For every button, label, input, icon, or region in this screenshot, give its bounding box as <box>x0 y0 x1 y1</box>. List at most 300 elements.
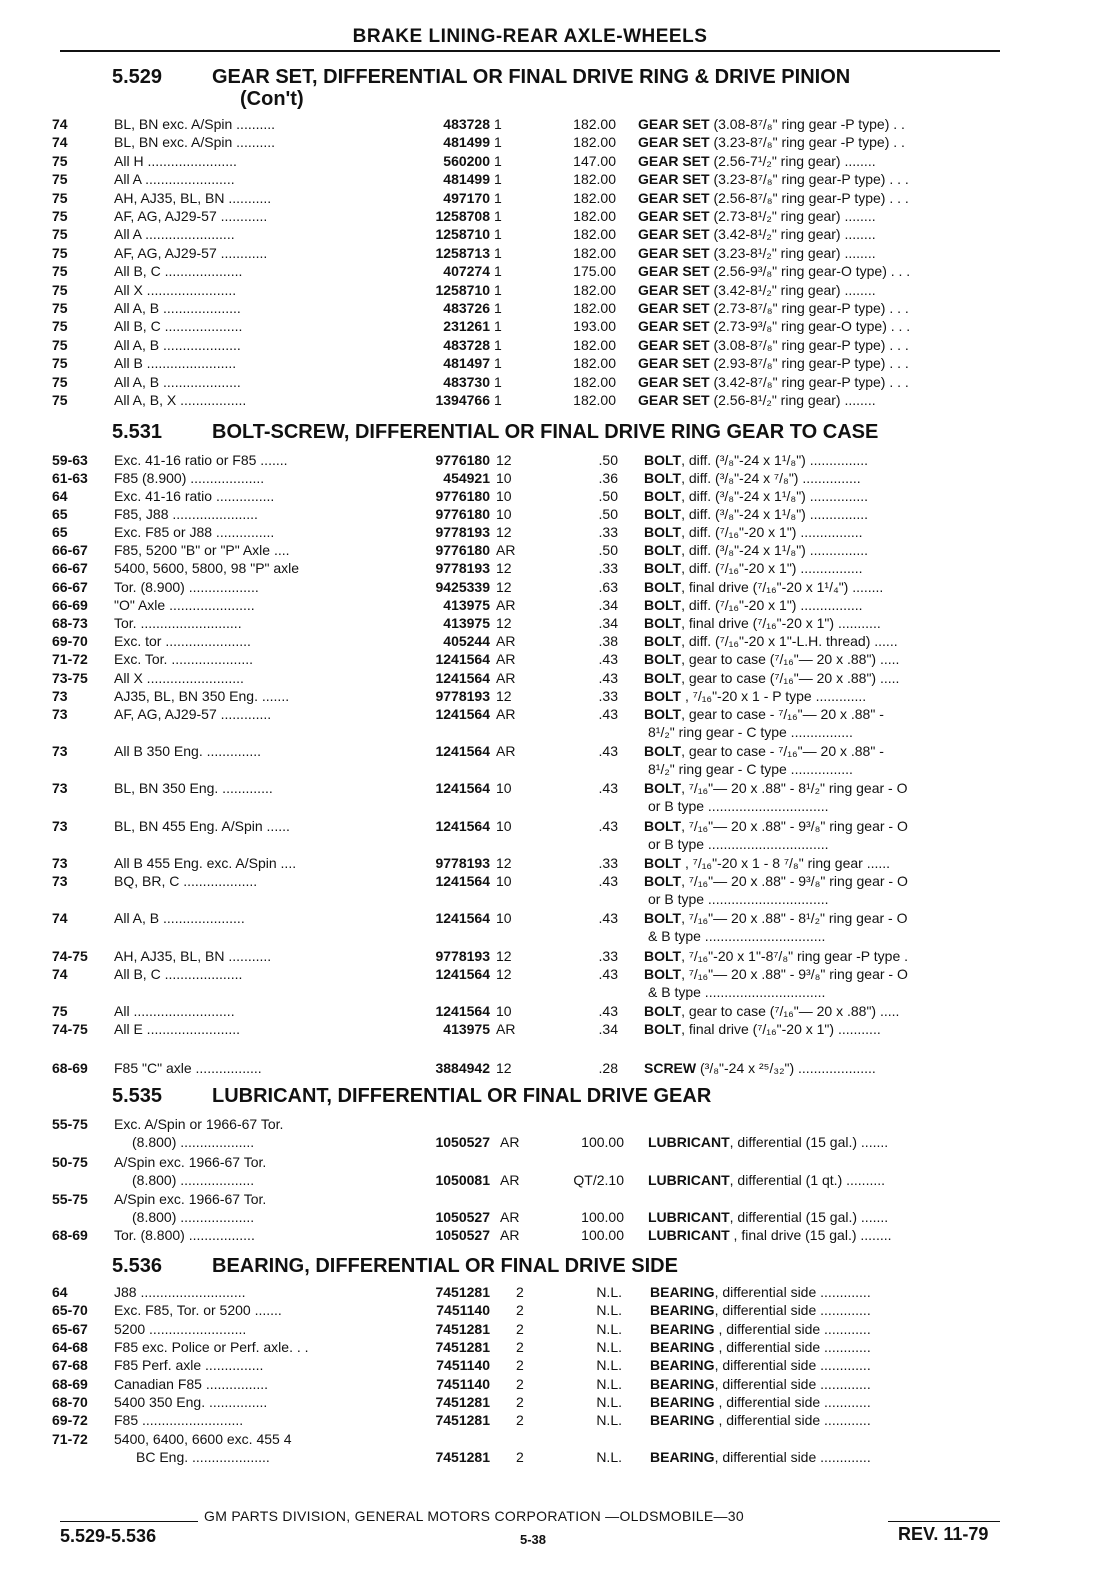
model-year: 68-69 <box>52 1060 88 1076</box>
description-detail: , differential side ............. <box>714 1302 871 1318</box>
description-detail: (3.42-8¹/₂" ring gear) ........ <box>709 281 876 298</box>
model-year: 71-72 <box>52 1431 88 1447</box>
quantity: 2 <box>516 1394 524 1410</box>
model-year: 73 <box>52 855 68 871</box>
application: AF, AG, AJ29-57 ............ <box>114 208 268 224</box>
application: 5400, 6400, 6600 exc. 455 4 <box>114 1431 292 1447</box>
description-name: BEARING <box>650 1284 715 1300</box>
quantity: 1 <box>494 263 502 280</box>
quantity: 10 <box>496 1003 512 1019</box>
description-continued: or B type ............................... <box>648 798 829 814</box>
price: .28 <box>598 1060 618 1076</box>
part-number: 9778193 <box>435 855 490 871</box>
price: .38 <box>598 633 618 649</box>
description <box>644 872 1014 890</box>
model-year: 59-63 <box>52 452 88 468</box>
description <box>638 189 1008 207</box>
description-name: BOLT <box>644 966 682 982</box>
description-name: GEAR SET <box>638 318 710 335</box>
price: .43 <box>598 818 618 834</box>
model-year: 67-68 <box>52 1357 88 1373</box>
quantity: AR <box>500 1134 520 1150</box>
description-detail: (3.42-8⁷/₈" ring gear-P type) . . . <box>709 373 909 390</box>
description <box>644 965 1014 983</box>
description-detail: (3.08-8⁷/₈" ring gear -P type) . . <box>709 116 905 132</box>
part-number: 1258710 <box>435 226 490 243</box>
quantity: 2 <box>516 1339 524 1355</box>
description-name: GEAR SET <box>638 226 710 243</box>
model-year: 74 <box>52 116 68 132</box>
description-detail: , diff. (³/₈"-24 x 1¹/₈") ............... <box>681 542 869 558</box>
description <box>644 650 1014 668</box>
part-number: 9776180 <box>435 488 490 504</box>
description-name: GEAR SET <box>638 355 710 372</box>
part-number: 481499 <box>443 171 490 188</box>
description-name: BOLT <box>644 670 682 686</box>
quantity: 2 <box>516 1284 524 1300</box>
description-name: BOLT <box>644 597 682 613</box>
part-number: 454921 <box>443 470 490 486</box>
description <box>650 1283 1020 1301</box>
price: .33 <box>598 855 618 871</box>
description-name: GEAR SET <box>638 392 710 408</box>
description-detail: , differential (15 gal.) ....... <box>729 1209 889 1225</box>
description <box>644 687 1014 705</box>
part-number: 1050527 <box>435 1227 490 1243</box>
section-number: 5.529 <box>112 66 163 88</box>
part-number: 231261 <box>443 318 490 335</box>
description-name: BOLT <box>644 818 682 834</box>
price: 182.00 <box>573 189 616 206</box>
description-name: BOLT <box>644 470 682 486</box>
application: All B, C .................... <box>114 263 243 280</box>
model-year: 69-72 <box>52 1412 88 1428</box>
price: 182.00 <box>573 336 616 353</box>
quantity: 1 <box>494 171 502 188</box>
part-number: 1241564 <box>435 1003 490 1019</box>
description-name: GEAR SET <box>638 134 710 151</box>
price: N.L. <box>596 1284 622 1300</box>
section-name: BOLT-SCREW, DIFFERENTIAL OR FINAL DRIVE RING GEAR TO CASE <box>212 421 879 443</box>
description <box>648 1133 1018 1151</box>
description-detail: , differential side ............ <box>714 1339 871 1355</box>
part-number: 9425339 <box>435 579 490 595</box>
price: .63 <box>598 579 618 595</box>
section-title <box>112 421 878 443</box>
description-continued: or B type ............................... <box>648 891 829 907</box>
section-name: GEAR SET, DIFFERENTIAL OR FINAL DRIVE RING & DRIVE PINION <box>212 66 851 88</box>
description-detail: , diff. (⁷/₁₆"-20 x 1") ................ <box>681 524 863 540</box>
application: BL, BN 350 Eng. ............. <box>114 780 273 796</box>
price: 182.00 <box>573 244 616 261</box>
price: 182.00 <box>573 208 616 224</box>
quantity: 1 <box>494 373 502 390</box>
part-number: 9778193 <box>435 524 490 540</box>
header-rule <box>60 50 1000 52</box>
quantity: 1 <box>494 244 502 261</box>
footer-page-number: 5-38 <box>520 1532 547 1547</box>
application: All X ....................... <box>114 281 237 298</box>
description-continued: 8¹/₂" ring gear - C type ................ <box>648 724 853 740</box>
description-continued: & B type ............................... <box>648 928 826 944</box>
description-detail: , gear to case - ⁷/₁₆"— 20 x .88" - <box>681 743 884 759</box>
part-number: 1241564 <box>435 651 490 667</box>
price: 100.00 <box>581 1227 624 1243</box>
price: .43 <box>598 706 618 722</box>
quantity: AR <box>500 1209 520 1225</box>
description <box>644 578 1014 596</box>
model-year: 75 <box>52 355 68 372</box>
description-detail: (3.42-8¹/₂" ring gear) ........ <box>709 226 876 243</box>
quantity: 2 <box>516 1357 524 1373</box>
application: J88 ........................... <box>114 1284 246 1300</box>
description-name: BOLT <box>644 780 682 796</box>
price: .50 <box>598 488 618 504</box>
part-number: 1050081 <box>435 1172 490 1188</box>
model-year: 68-70 <box>52 1394 88 1410</box>
description-detail: , ⁷/₁₆"-20 x 1 - 8 ⁷/₈" ring gear ...... <box>681 855 891 871</box>
model-year: 73 <box>52 780 68 796</box>
price: 175.00 <box>573 263 616 280</box>
quantity: 1 <box>494 226 502 243</box>
description <box>644 854 1014 872</box>
part-number: 7451140 <box>436 1302 490 1318</box>
description-detail: , diff. (³/₈"-24 x 1¹/₈") ............... <box>681 488 869 504</box>
price: .33 <box>598 948 618 964</box>
part-number: 1241564 <box>435 910 490 926</box>
description-name: BEARING <box>650 1449 715 1465</box>
description-name: BOLT <box>644 560 682 576</box>
description-continued: 8¹/₂" ring gear - C type ................ <box>648 761 853 777</box>
price: .50 <box>598 452 618 468</box>
part-number: 1050527 <box>435 1209 490 1225</box>
description <box>644 469 1014 487</box>
part-number: 483728 <box>443 336 490 353</box>
part-number: 1241564 <box>435 780 490 796</box>
model-year: 68-69 <box>52 1376 88 1392</box>
description-name: BOLT <box>644 706 682 722</box>
quantity: 2 <box>516 1376 524 1392</box>
description-name: BEARING <box>650 1321 715 1337</box>
application: Tor. .......................... <box>114 615 242 631</box>
application: F85 (8.900) ................... <box>114 470 265 486</box>
description <box>638 207 1008 225</box>
description <box>638 225 1008 243</box>
model-year: 75 <box>52 281 68 298</box>
description <box>644 742 1014 760</box>
application: 5200 ......................... <box>114 1321 247 1337</box>
description <box>648 1208 1018 1226</box>
part-number: 1258708 <box>435 208 490 224</box>
description-detail: (3.23-8¹/₂" ring gear) ........ <box>709 244 876 261</box>
part-number: 405244 <box>443 633 490 649</box>
description-detail: , diff. (³/₈"-24 x ⁷/₈") ............... <box>681 470 861 486</box>
application: All B, C .................... <box>114 318 243 335</box>
part-number: 1241564 <box>435 743 490 759</box>
quantity: 1 <box>494 281 502 298</box>
application-continued: BC Eng. .................... <box>136 1449 270 1465</box>
price: 182.00 <box>573 355 616 372</box>
price: 182.00 <box>573 392 616 408</box>
description-detail: , gear to case (⁷/₁₆"— 20 x .88") ..... <box>681 670 900 686</box>
application: Exc. tor ...................... <box>114 633 251 649</box>
application: 5400 350 Eng. ............... <box>114 1394 268 1410</box>
description <box>650 1356 1020 1374</box>
price: N.L. <box>596 1449 622 1465</box>
part-number: 3884942 <box>435 1060 490 1076</box>
description-detail: , gear to case - ⁷/₁₆"— 20 x .88" - <box>681 706 884 722</box>
model-year: 69-70 <box>52 633 88 649</box>
quantity: 1 <box>494 336 502 353</box>
model-year: 66-67 <box>52 579 88 595</box>
application: All B ....................... <box>114 355 237 372</box>
description-detail: , ⁷/₁₆"— 20 x .88" - 9³/₈" ring gear - O <box>681 873 908 889</box>
description-name: GEAR SET <box>638 300 710 316</box>
price: 182.00 <box>573 373 616 390</box>
quantity: 1 <box>494 189 502 206</box>
application-continued: (8.800) ................... <box>132 1209 255 1225</box>
part-number: 7451281 <box>435 1412 490 1428</box>
quantity: AR <box>496 706 516 722</box>
application: BL, BN exc. A/Spin .......... <box>114 134 276 151</box>
footer-text: GM PARTS DIVISION, GENERAL MOTORS CORPORATION —OLDSMOBILE—30 <box>204 1508 744 1524</box>
application: F85 Perf. axle ............... <box>114 1357 264 1373</box>
description-detail: , gear to case (⁷/₁₆"— 20 x .88") ..... <box>681 651 900 667</box>
application: F85, J88 ...................... <box>114 506 258 522</box>
application: AH, AJ35, BL, BN ........... <box>114 948 272 964</box>
price: N.L. <box>596 1302 622 1318</box>
quantity: 12 <box>496 615 512 631</box>
price: 147.00 <box>573 152 616 169</box>
description-name: LUBRICANT <box>648 1227 730 1243</box>
description-detail: , differential side ............ <box>714 1321 871 1337</box>
quantity: 12 <box>496 855 512 871</box>
application: All H ....................... <box>114 152 237 169</box>
quantity: AR <box>500 1227 520 1243</box>
model-year: 75 <box>52 1003 68 1019</box>
description-detail: , final drive (15 gal.) ........ <box>729 1227 892 1243</box>
description <box>644 779 1014 797</box>
quantity: AR <box>496 542 516 558</box>
description-name: BOLT <box>644 910 682 926</box>
application: All A ....................... <box>114 171 235 188</box>
quantity: 10 <box>496 506 512 522</box>
application: All A, B .................... <box>114 373 241 390</box>
section-name: BEARING, DIFFERENTIAL OR FINAL DRIVE SIDE <box>212 1255 678 1277</box>
model-year: 68-69 <box>52 1227 88 1243</box>
description-name: GEAR SET <box>638 208 710 224</box>
description <box>644 541 1014 559</box>
model-year: 64 <box>52 1284 68 1300</box>
part-number: 1241564 <box>435 966 490 982</box>
description-detail: , ⁷/₁₆"— 20 x .88" - 9³/₈" ring gear - O <box>681 966 908 982</box>
part-number: 7451281 <box>435 1449 490 1465</box>
description-name: GEAR SET <box>638 116 710 132</box>
application: All B, C .................... <box>114 966 243 982</box>
description-detail: , differential side ............. <box>714 1449 871 1465</box>
quantity: 1 <box>494 152 502 169</box>
quantity: 12 <box>496 560 512 576</box>
description <box>644 817 1014 835</box>
price: N.L. <box>596 1339 622 1355</box>
price: 182.00 <box>573 116 616 132</box>
description-name: BOLT <box>644 542 682 558</box>
model-year: 75 <box>52 189 68 206</box>
description-name: BEARING <box>650 1357 715 1373</box>
model-year: 55-75 <box>52 1191 88 1207</box>
description-detail: , differential (15 gal.) ....... <box>729 1134 889 1150</box>
part-number: 1241564 <box>435 873 490 889</box>
application: "O" Axle ...................... <box>114 597 255 613</box>
model-year: 66-67 <box>52 542 88 558</box>
quantity: 12 <box>496 524 512 540</box>
description <box>638 170 1008 188</box>
model-year: 65-70 <box>52 1302 88 1318</box>
description <box>644 632 1014 650</box>
part-number: 7451140 <box>436 1376 490 1392</box>
model-year: 73 <box>52 873 68 889</box>
description <box>638 281 1008 299</box>
part-number: 1258713 <box>435 244 490 261</box>
part-number: 9778193 <box>435 560 490 576</box>
model-year: 73 <box>52 688 68 704</box>
quantity: 1 <box>494 208 502 224</box>
quantity: AR <box>496 743 516 759</box>
part-number: 413975 <box>443 1021 490 1037</box>
part-number: 1241564 <box>435 818 490 834</box>
price: 182.00 <box>573 281 616 298</box>
model-year: 75 <box>52 336 68 353</box>
part-number: 7451281 <box>435 1321 490 1337</box>
section-title <box>112 1255 678 1277</box>
description-detail: , ⁷/₁₆"— 20 x .88" - 9³/₈" ring gear - O <box>681 818 908 834</box>
description-name: GEAR SET <box>638 189 710 206</box>
application: AF, AG, AJ29-57 ............ <box>114 244 268 261</box>
model-year: 64-68 <box>52 1339 88 1355</box>
quantity: 12 <box>496 688 512 704</box>
description <box>648 1226 1018 1244</box>
description <box>650 1411 1020 1429</box>
model-year: 68-73 <box>52 615 88 631</box>
price: 100.00 <box>581 1209 624 1225</box>
section-name: LUBRICANT, DIFFERENTIAL OR FINAL DRIVE GEAR <box>212 1085 712 1107</box>
application: F85 exc. Police or Perf. axle. . . <box>114 1339 309 1355</box>
description <box>650 1375 1020 1393</box>
footer-revision: REV. 11-79 <box>898 1524 989 1544</box>
description-detail: , final drive (⁷/₁₆"-20 x 1") ........... <box>681 615 881 631</box>
price: 193.00 <box>573 318 616 335</box>
application: Tor. (8.900) .................. <box>114 579 259 595</box>
description <box>638 152 1008 170</box>
description-name: LUBRICANT <box>648 1172 730 1188</box>
description-name: BOLT <box>644 615 682 631</box>
application: All A, B .................... <box>114 300 241 316</box>
model-year: 65 <box>52 524 68 540</box>
description <box>650 1301 1020 1319</box>
quantity: 1 <box>494 318 502 335</box>
description <box>638 133 1008 151</box>
part-number: 481497 <box>443 355 490 372</box>
description-detail: , diff. (³/₈"-24 x 1¹/₈") ............... <box>681 452 869 468</box>
description-name: GEAR SET <box>638 244 710 261</box>
part-number: 413975 <box>443 597 490 613</box>
part-number: 481499 <box>443 134 490 151</box>
description <box>644 669 1014 687</box>
description-continued: & B type ............................... <box>648 984 826 1000</box>
description-detail: , final drive (⁷/₁₆"-20 x 1") ........... <box>681 1021 881 1037</box>
description-detail: (2.56-8⁷/₈" ring gear-P type) . . . <box>709 189 909 206</box>
model-year: 74-75 <box>52 948 88 964</box>
section-title <box>112 66 850 88</box>
quantity: 2 <box>516 1302 524 1318</box>
quantity: AR <box>496 651 516 667</box>
application: All A ....................... <box>114 226 235 243</box>
part-number: 7451281 <box>435 1339 490 1355</box>
application-continued: (8.800) ................... <box>132 1172 255 1188</box>
description-detail: , differential side ............. <box>714 1357 871 1373</box>
quantity: 1 <box>494 300 502 316</box>
quantity: 10 <box>496 910 512 926</box>
model-year: 50-75 <box>52 1154 88 1170</box>
description <box>650 1393 1020 1411</box>
description-name: BOLT <box>644 1021 682 1037</box>
quantity: 2 <box>516 1449 524 1465</box>
model-year: 75 <box>52 392 68 408</box>
model-year: 65-67 <box>52 1321 88 1337</box>
quantity: 10 <box>496 873 512 889</box>
price: .33 <box>598 560 618 576</box>
description-detail: (2.93-8⁷/₈" ring gear-P type) . . . <box>709 355 909 372</box>
quantity: 12 <box>496 1060 512 1076</box>
price: .43 <box>598 780 618 796</box>
application: All A, B .................... <box>114 336 241 353</box>
model-year: 74-75 <box>52 1021 88 1037</box>
description <box>644 1020 1014 1038</box>
price: 100.00 <box>581 1134 624 1150</box>
description-name: SCREW <box>644 1060 697 1076</box>
quantity: 10 <box>496 780 512 796</box>
application: All B 350 Eng. .............. <box>114 743 262 759</box>
section-continued: (Con't) <box>240 88 304 110</box>
model-year: 73-75 <box>52 670 88 686</box>
application: All X ......................... <box>114 670 244 686</box>
description <box>638 391 1008 409</box>
description <box>644 451 1014 469</box>
part-number: 9776180 <box>435 542 490 558</box>
application-continued: (8.800) ................... <box>132 1134 255 1150</box>
price: 182.00 <box>573 134 616 151</box>
model-year: 71-72 <box>52 651 88 667</box>
application: Exc. A/Spin or 1966-67 Tor. <box>114 1116 284 1132</box>
description-detail: , diff. (⁷/₁₆"-20 x 1"-L.H. thread) ...... <box>681 633 898 649</box>
model-year: 73 <box>52 818 68 834</box>
price: N.L. <box>596 1394 622 1410</box>
model-year: 66-69 <box>52 597 88 613</box>
application: All A, B, X ................. <box>114 392 247 408</box>
model-year: 65 <box>52 506 68 522</box>
application: Exc. Tor. ..................... <box>114 651 254 667</box>
price: N.L. <box>596 1412 622 1428</box>
description-name: BOLT <box>644 743 682 759</box>
quantity: 1 <box>494 392 502 408</box>
description-name: BOLT <box>644 633 682 649</box>
description-detail: , differential side ............ <box>714 1412 871 1428</box>
quantity: AR <box>496 1021 516 1037</box>
description <box>644 523 1014 541</box>
quantity: 10 <box>496 488 512 504</box>
description-name: BEARING <box>650 1339 715 1355</box>
model-year: 73 <box>52 743 68 759</box>
